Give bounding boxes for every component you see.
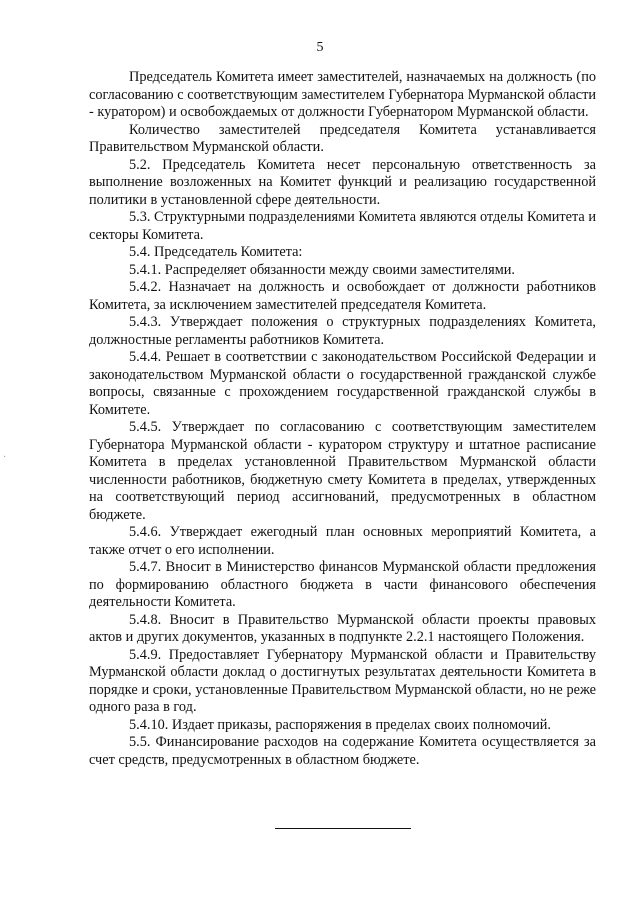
paragraph-5-4-3: 5.4.3. Утверждает положения о структурных подразделениях Комитета, должностные регламенты работников Комитета.: [89, 314, 596, 348]
page-number: 5: [316, 40, 324, 55]
paragraph-5-4-1: 5.4.1. Распределяет обязанности между своими заместителями.: [129, 261, 516, 278]
paragraph-5-4-8: 5.4.8. Вносит в Правительство Мурманской области проекты правовых актов и других документов, указанных в подпункте 2.2.1 настоящего Положения.: [89, 611, 596, 645]
paragraph-5-4-7: 5.4.7. Вносит в Министерство финансов Мурманской области предложения по формированию областного бюджета в части финансового обеспечения деятельности Комитета.: [89, 559, 596, 610]
paragraph-5-4-9: 5.4.9. Предоставляет Губернатору Мурманской области и Правительству Мурманской области доклад о достигнутых результатах деятельности Комитета в порядке и сроки, установленные Правительством Мурманской области, но не реже одного раза в год.: [89, 646, 596, 715]
paragraph-5-4-4: 5.4.4. Решает в соответствии с законодательством Российской Федерации и законодательством Мурманской области о государственной гражданской службе вопросы, связанные с прохождением государственной гражданской службы в Комитете.: [89, 349, 596, 418]
closing-divider: [275, 828, 411, 829]
paragraph-5-5: 5.5. Финансирование расходов на содержание Комитета осуществляется за счет средств, предусмотренных в областном бюджете.: [89, 734, 596, 768]
paragraph-5-3: 5.3. Структурными подразделениями Комитета являются отделы Комитета и секторы Комитета.: [89, 209, 596, 243]
margin-mark: ·: [3, 452, 7, 463]
document-body: [89, 69, 596, 769]
paragraph-5-4-6: 5.4.6. Утверждает ежегодный план основных мероприятий Комитета, а также отчет о его исполнении.: [89, 524, 596, 558]
paragraph-5-4: 5.4. Председатель Комитета:: [129, 244, 303, 260]
paragraph-5-2: 5.2. Председатель Комитета несет персональную ответственность за выполнение возложенных на Комитет функций и реализацию государственной политики в установленной сфере деятельности.: [89, 156, 596, 208]
paragraph-deputies-count: Количество заместителей председателя Комитета устанавливается Правительством Мурманской области.: [89, 121, 596, 155]
paragraph-5-4-2: 5.4.2. Назначает на должность и освобождает от должности работников Комитета, за исключением заместителей председателя Комитета.: [89, 279, 596, 313]
paragraph-5-4-10: 5.4.10. Издает приказы, распоряжения в пределах своих полномочий.: [129, 716, 551, 733]
paragraph-5-4-5: 5.4.5. Утверждает по согласованию с соответствующим заместителем Губернатора Мурманской области - куратором структуру и штатное расписание Комитета в пределах установленной Правительством Мурманской области численности работников, бюджетную смету Комитета в пределах, утвержденных на соответствующий период ассигнований, предусмотренных в областном бюджете.: [89, 419, 596, 523]
paragraph-chairman-deputies: Председатель Комитета имеет заместителей, назначаемых на должность (по согласованию с соответствующим заместителем Губернатора Мурманской области - куратором) и освобождаемых от должности Губернатором Мурманской области.: [89, 69, 596, 120]
